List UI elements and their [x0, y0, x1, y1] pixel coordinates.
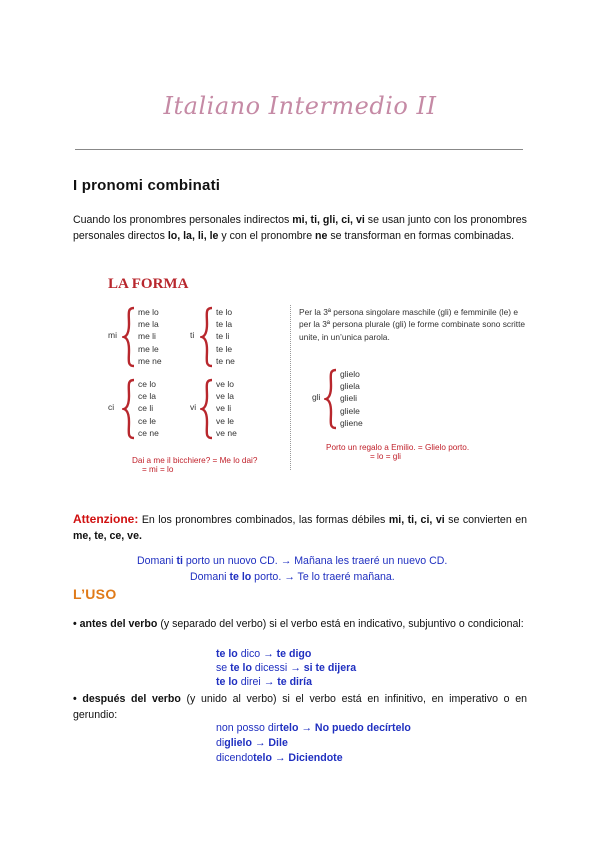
combo-item: glieli: [340, 393, 358, 404]
combo-item: me ne: [138, 355, 162, 366]
combo-item: ve le: [216, 415, 234, 426]
combo-item: ve li: [216, 403, 232, 414]
combo-item: gliela: [340, 381, 360, 392]
group-lead: gli: [312, 392, 321, 402]
combo-item: gliele: [340, 405, 360, 416]
combo-item: me le: [138, 343, 159, 354]
brace-icon: [122, 378, 136, 440]
combo-item: ve lo: [216, 379, 234, 389]
group-lead: mi: [108, 330, 117, 340]
uso-after-paragraph: • después del verbo (y unido al verbo) si el verbo está en infinitivo, en imperativo o en gerundio:: [73, 693, 527, 721]
example-line-2: Domani te lo porto. → Te lo traeré mañana.: [190, 571, 395, 583]
combo-item: ce la: [138, 391, 156, 402]
intro-paragraph: Cuando los pronombres personales indirectos mi, ti, gli, ci, vi se usan junto con los pronombres personales directos lo, la, li, le y con el pronombre ne se transforman en formas combinadas.: [73, 214, 527, 242]
combo-item: te li: [216, 331, 230, 342]
combo-item: ve ne: [216, 427, 237, 438]
combo-item: ve la: [216, 391, 234, 402]
title-divider: [75, 149, 523, 150]
combo-item: te le: [216, 343, 233, 354]
brace-icon: [200, 378, 214, 440]
gli-note: Per la 3ª persona singolare maschile (gli) e femminile (le) e per la 3ª persona plurale (gli) le forme combinate sono scritte unite, in un’unica parola.: [299, 307, 526, 342]
combo-item: ce ne: [138, 427, 159, 438]
attention-paragraph: Attenzione: En los pronombres combinados, las formas débiles mi, ti, ci, vi se convierten en me, te, ce, ve.: [73, 512, 527, 542]
document-title: Italiano Intermedio II: [163, 92, 437, 120]
combo-item: me li: [138, 331, 156, 342]
combo-item: te la: [216, 319, 233, 330]
uso-before-paragraph: • antes del verbo (y separado del verbo) si el verbo está en indicativo, subjuntivo o condicional:: [73, 618, 524, 630]
uso-example: diglielo → Dile: [216, 737, 288, 749]
group-lead: ci: [108, 402, 115, 412]
combo-item: gliene: [340, 417, 363, 428]
combo-item: ce lo: [138, 379, 156, 389]
uso-example: te lo direi → te diría: [216, 676, 312, 688]
section-heading: I pronomi combinati: [73, 177, 221, 194]
attention-label: Attenzione:: [73, 512, 139, 526]
brace-icon: [200, 306, 214, 368]
group-lead: vi: [190, 402, 197, 412]
combo-item: me la: [138, 319, 159, 330]
example-right: Porto un regalo a Emilio. = Glielo porto. = lo = gli: [326, 443, 470, 461]
combo-item: ce le: [138, 415, 156, 426]
uso-example: dicendotelo → Diciendote: [216, 752, 343, 764]
example-line-1: Domani ti porto un nuovo CD. → Mañana les traeré un nuevo CD.: [137, 555, 448, 567]
combo-item: te lo: [216, 307, 233, 317]
combo-item: glielo: [340, 369, 360, 379]
combo-item: me lo: [138, 307, 159, 317]
example-left: Dai a me il bicchiere? = Me lo dai? = mi = lo: [132, 456, 258, 474]
uso-title: L’USO: [73, 586, 117, 602]
forma-divider: [290, 305, 291, 470]
brace-icon: [122, 306, 136, 368]
forma-title: LA FORMA: [108, 276, 189, 292]
combo-item: ce li: [138, 403, 154, 414]
brace-icon: [324, 368, 338, 430]
combo-item: te ne: [216, 355, 235, 366]
uso-example: te lo dico → te digo: [216, 648, 312, 660]
uso-example: se te lo dicessi → si te dijera: [216, 662, 357, 674]
group-lead: ti: [190, 330, 195, 340]
uso-example: non posso dirtelo → No puedo decírtelo: [216, 722, 411, 734]
